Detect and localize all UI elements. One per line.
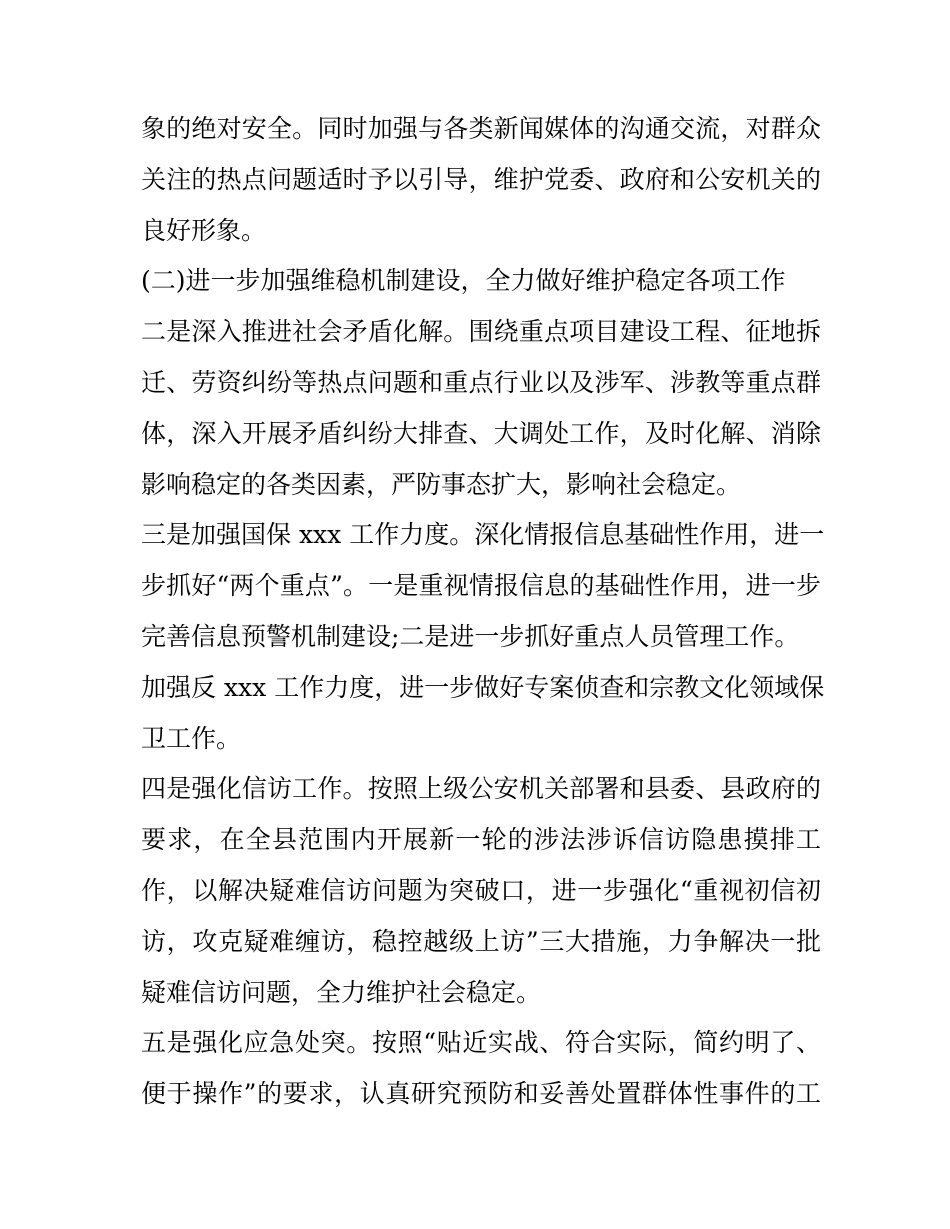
text-line: 体，深入开展矛盾纠纷大排查、大调处工作，及时化解、消除 xyxy=(141,418,821,448)
text-line: 二是深入推进社会矛盾化解。围绕重点项目建设工程、征地拆 xyxy=(141,317,821,347)
text-line: 迁、劳资纠纷等热点问题和重点行业以及涉军、涉教等重点群 xyxy=(141,367,821,397)
text-line: 三是加强国保 xxx 工作力度。深化情报信息基础性作用，进一 xyxy=(141,520,825,550)
text-line: 关注的热点问题适时予以引导，维护党委、政府和公安机关的 xyxy=(141,164,821,194)
text-line: 四是强化信访工作。按照上级公安机关部署和县委、县政府的 xyxy=(141,774,821,804)
text-line: 五是强化应急处突。按照“贴近实战、符合实际，简约明了、 xyxy=(141,1028,821,1058)
text-line: 疑难信访问题，全力维护社会稳定。 xyxy=(141,977,542,1007)
text-line: 访，攻克疑难缠访，稳控越级上访”三大措施，力争解决一批 xyxy=(141,926,821,956)
text-line: 影响稳定的各类因素，严防事态扩大，影响社会稳定。 xyxy=(141,469,742,499)
text-line: 良好形象。 xyxy=(141,215,267,245)
text-line: 卫工作。 xyxy=(141,723,242,753)
text-line: 步抓好“两个重点”。一是重视情报信息的基础性作用，进一步 xyxy=(141,571,821,601)
section-heading: (二)进一步加强维稳机制建设，全力做好维护稳定各项工作 xyxy=(141,266,786,296)
text-line: 象的绝对安全。同时加强与各类新闻媒体的沟通交流，对群众 xyxy=(141,114,821,143)
text-line: 作，以解决疑难信访问题为突破口，进一步强化“重视初信初 xyxy=(141,875,821,905)
text-line: 加强反 xxx 工作力度，进一步做好专案侦查和宗教文化领域保 xyxy=(141,672,825,702)
text-line: 便于操作”的要求，认真研究预防和妥善处置群体性事件的工 xyxy=(141,1079,821,1109)
text-line: 要求，在全县范围内开展新一轮的涉法涉诉信访隐患摸排工 xyxy=(141,825,821,855)
text-line: 完善信息预警机制建设;二是进一步抓好重点人员管理工作。 xyxy=(141,621,800,651)
document-body xyxy=(141,104,825,1120)
